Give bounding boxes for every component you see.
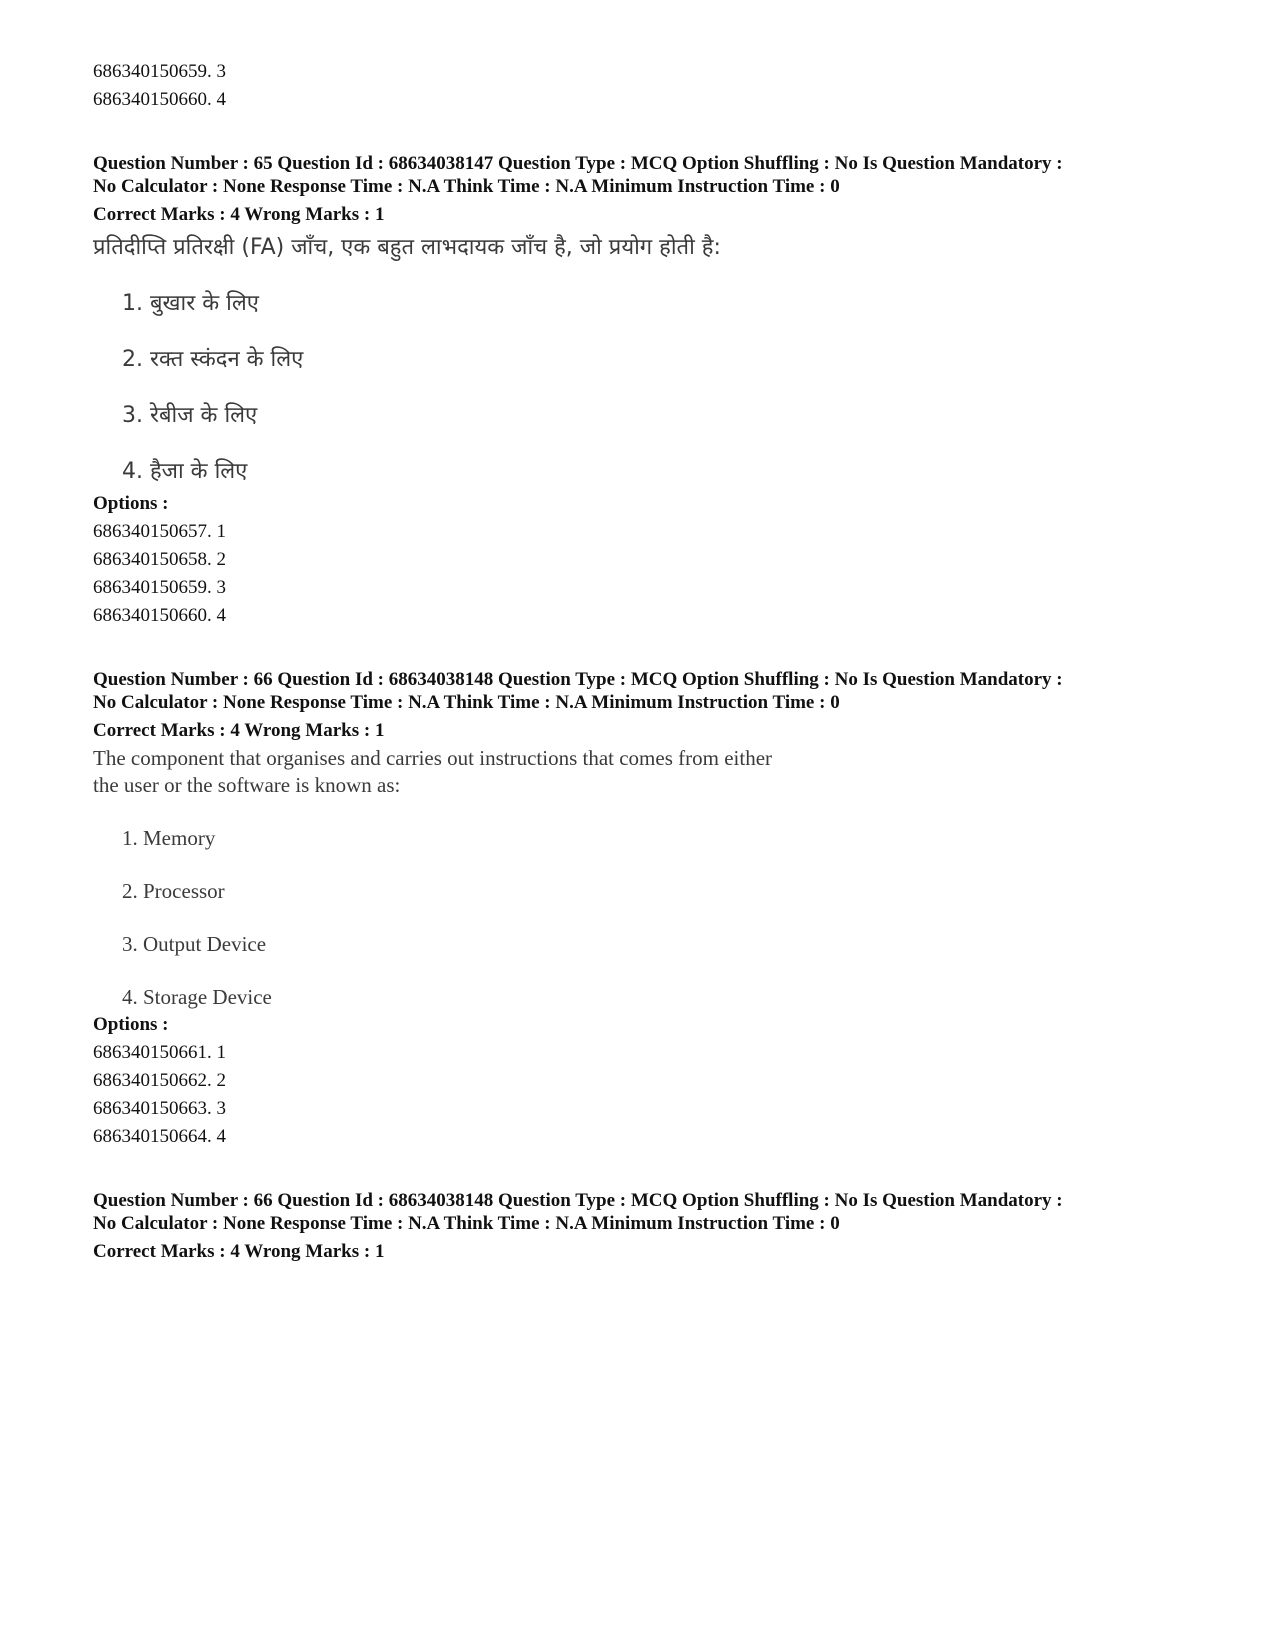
answer-choice: 4. Storage Device [122,985,272,1009]
question-text: प्रतिदीप्ति प्रतिरक्षी (FA) जाँच, एक बहुत लाभदायक जाँच है, जो प्रयोग होती है: [93,235,721,260]
answer-choice: 1. Memory [122,826,216,850]
question-header: No Calculator : None Response Time : N.A Think Time : N.A Minimum Instruction Time : 0 [93,1213,840,1234]
question-text: The component that organises and carries out instructions that comes from either [93,746,773,770]
option-line: 686340150663. 3 [93,1098,226,1119]
answer-choice: 3. Output Device [122,932,267,956]
answer-choice: 2. Processor [122,879,225,903]
question-header: No Calculator : None Response Time : N.A Think Time : N.A Minimum Instruction Time : 0 [93,176,840,197]
answer-choice: 2. रक्त स्कंदन के लिए [122,347,304,372]
question-marks: Correct Marks : 4 Wrong Marks : 1 [93,204,385,225]
options-label: Options : [93,493,169,514]
option-line: 686340150660. 4 [93,605,226,626]
option-line: 686340150664. 4 [93,1126,226,1147]
option-line: 686340150659. 3 [93,61,226,82]
option-line: 686340150660. 4 [93,89,226,110]
option-line: 686340150659. 3 [93,577,226,598]
question-header: Question Number : 66 Question Id : 68634038148 Question Type : MCQ Option Shuffling : No Is Question Mandatory : [93,669,1063,690]
option-line: 686340150661. 1 [93,1042,226,1063]
options-label: Options : [93,1014,169,1035]
answer-choice: 4. हैजा के लिए [122,459,248,484]
question-header: Question Number : 66 Question Id : 68634038148 Question Type : MCQ Option Shuffling : No Is Question Mandatory : [93,1190,1063,1211]
question-header: Question Number : 65 Question Id : 68634038147 Question Type : MCQ Option Shuffling : No Is Question Mandatory : [93,153,1063,174]
question-marks: Correct Marks : 4 Wrong Marks : 1 [93,720,385,741]
option-line: 686340150657. 1 [93,521,226,542]
option-line: 686340150658. 2 [93,549,226,570]
option-line: 686340150662. 2 [93,1070,226,1091]
question-text: the user or the software is known as: [93,773,401,797]
answer-choice: 3. रेबीज के लिए [122,403,258,428]
question-header: No Calculator : None Response Time : N.A Think Time : N.A Minimum Instruction Time : 0 [93,692,840,713]
answer-choice: 1. बुखार के लिए [122,291,259,316]
question-marks: Correct Marks : 4 Wrong Marks : 1 [93,1241,385,1262]
